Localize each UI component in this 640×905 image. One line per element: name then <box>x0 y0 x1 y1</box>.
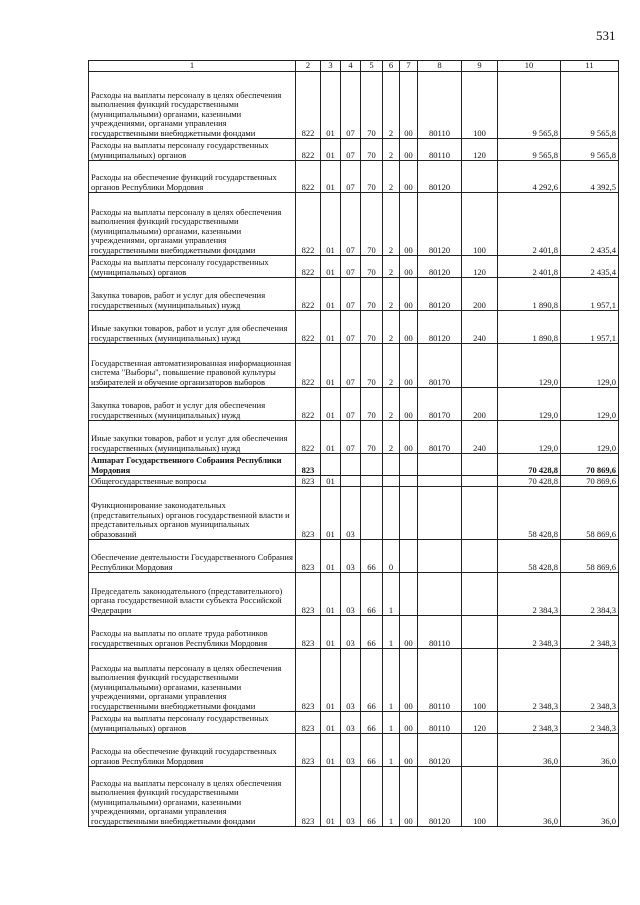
code-cell: 80170 <box>418 388 462 421</box>
code-cell: 00 <box>400 72 418 139</box>
code-cell: 01 <box>321 278 341 311</box>
code-cell <box>418 454 462 476</box>
code-cell: 07 <box>341 421 361 454</box>
code-cell <box>400 540 418 573</box>
amount-year-2: 58 869,6 <box>561 540 619 573</box>
code-cell: 0 <box>383 540 400 573</box>
code-cell <box>462 454 498 476</box>
row-description: Расходы на выплаты персоналу в целях обеспечения выполнения функций государственными (муниципальными) органами, казенными учреждениями, органами управления государственными внебюджетными фондами <box>89 193 296 256</box>
code-cell: 01 <box>321 72 341 139</box>
code-cell: 240 <box>462 421 498 454</box>
code-cell: 822 <box>296 344 321 388</box>
code-cell: 03 <box>341 573 361 616</box>
code-cell: 70 <box>361 278 383 311</box>
amount-year-2: 36,0 <box>561 734 619 767</box>
code-cell: 80110 <box>418 649 462 712</box>
amount-year-2: 2 348,3 <box>561 712 619 734</box>
amount-year-2: 2 435,4 <box>561 193 619 256</box>
amount-year-2: 70 869,6 <box>561 476 619 487</box>
code-cell: 1 <box>383 573 400 616</box>
column-header: 7 <box>400 61 418 72</box>
amount-year-1: 2 401,8 <box>498 256 561 278</box>
code-cell <box>462 476 498 487</box>
code-cell: 07 <box>341 139 361 161</box>
amount-year-1: 2 384,3 <box>498 573 561 616</box>
row-description: Председатель законодательного (представительного) органа государственной власти субъекта Российской Федерации <box>89 573 296 616</box>
code-cell <box>462 540 498 573</box>
code-cell: 70 <box>361 344 383 388</box>
row-description: Расходы на обеспечение функций государственных органов Республики Мордовия <box>89 734 296 767</box>
amount-year-2: 58 869,6 <box>561 487 619 540</box>
table-row <box>89 344 619 388</box>
code-cell: 823 <box>296 476 321 487</box>
row-description: Расходы на выплаты персоналу в целях обеспечения выполнения функций государственными (муниципальными) органами, казенными учреждениями, органами управления государственными внебюджетными фондами <box>89 767 296 827</box>
table-row <box>89 476 619 487</box>
code-cell: 2 <box>383 421 400 454</box>
column-header: 8 <box>418 61 462 72</box>
code-cell <box>400 454 418 476</box>
amount-year-2: 129,0 <box>561 388 619 421</box>
table-row <box>89 388 619 421</box>
column-header: 6 <box>383 61 400 72</box>
amount-year-1: 1 890,8 <box>498 278 561 311</box>
code-cell: 1 <box>383 649 400 712</box>
amount-year-1: 2 348,3 <box>498 712 561 734</box>
code-cell: 01 <box>321 540 341 573</box>
code-cell: 01 <box>321 734 341 767</box>
code-cell: 822 <box>296 278 321 311</box>
amount-year-1: 58 428,8 <box>498 540 561 573</box>
table-row <box>89 767 619 827</box>
code-cell: 00 <box>400 734 418 767</box>
table-row <box>89 454 619 476</box>
amount-year-2: 70 869,6 <box>561 454 619 476</box>
amount-year-2: 2 435,4 <box>561 256 619 278</box>
column-header: 4 <box>341 61 361 72</box>
amount-year-1: 1 890,8 <box>498 311 561 344</box>
row-description: Закупка товаров, работ и услуг для обеспечения государственных (муниципальных) нужд <box>89 388 296 421</box>
code-cell: 822 <box>296 139 321 161</box>
amount-year-2: 129,0 <box>561 344 619 388</box>
code-cell: 822 <box>296 72 321 139</box>
amount-year-2: 36,0 <box>561 767 619 827</box>
amount-year-2: 9 565,8 <box>561 139 619 161</box>
code-cell <box>462 734 498 767</box>
code-cell: 100 <box>462 72 498 139</box>
code-cell: 00 <box>400 767 418 827</box>
code-cell: 66 <box>361 734 383 767</box>
code-cell: 2 <box>383 139 400 161</box>
code-cell: 01 <box>321 616 341 649</box>
code-cell <box>462 487 498 540</box>
amount-year-2: 2 348,3 <box>561 616 619 649</box>
column-header: 1 <box>89 61 296 72</box>
table-row <box>89 573 619 616</box>
code-cell: 00 <box>400 278 418 311</box>
code-cell: 01 <box>321 256 341 278</box>
code-cell <box>418 540 462 573</box>
code-cell: 00 <box>400 388 418 421</box>
amount-year-1: 58 428,8 <box>498 487 561 540</box>
code-cell: 100 <box>462 649 498 712</box>
amount-year-1: 2 401,8 <box>498 193 561 256</box>
code-cell: 66 <box>361 573 383 616</box>
code-cell <box>383 454 400 476</box>
code-cell <box>383 487 400 540</box>
amount-year-1: 4 292,6 <box>498 161 561 193</box>
code-cell: 01 <box>321 476 341 487</box>
code-cell: 01 <box>321 344 341 388</box>
code-cell: 01 <box>321 311 341 344</box>
code-cell: 00 <box>400 649 418 712</box>
table-row <box>89 161 619 193</box>
code-cell: 823 <box>296 712 321 734</box>
code-cell: 2 <box>383 278 400 311</box>
code-cell: 100 <box>462 193 498 256</box>
code-cell: 70 <box>361 311 383 344</box>
row-description: Иные закупки товаров, работ и услуг для обеспечения государственных (муниципальных) нужд <box>89 421 296 454</box>
row-description: Обеспечение деятельности Государственного Собрания Республики Мордовия <box>89 540 296 573</box>
code-cell: 823 <box>296 487 321 540</box>
table-row <box>89 193 619 256</box>
code-cell: 66 <box>361 767 383 827</box>
code-cell: 80120 <box>418 256 462 278</box>
code-cell: 2 <box>383 193 400 256</box>
code-cell <box>321 454 341 476</box>
code-cell: 240 <box>462 311 498 344</box>
code-cell: 03 <box>341 734 361 767</box>
code-cell: 80120 <box>418 193 462 256</box>
column-header: 10 <box>498 61 561 72</box>
code-cell: 200 <box>462 278 498 311</box>
code-cell: 70 <box>361 256 383 278</box>
amount-year-1: 2 348,3 <box>498 616 561 649</box>
code-cell <box>361 454 383 476</box>
amount-year-2: 2 384,3 <box>561 573 619 616</box>
code-cell: 823 <box>296 649 321 712</box>
code-cell: 01 <box>321 649 341 712</box>
row-description: Функционирование законодательных (представительных) органов государственной власти и представительных органов муниципальных образований <box>89 487 296 540</box>
row-description: Аппарат Государственного Собрания Республики Мордовия <box>89 454 296 476</box>
code-cell: 822 <box>296 193 321 256</box>
code-cell: 80120 <box>418 311 462 344</box>
amount-year-1: 36,0 <box>498 734 561 767</box>
code-cell: 07 <box>341 388 361 421</box>
column-header: 3 <box>321 61 341 72</box>
code-cell: 823 <box>296 734 321 767</box>
amount-year-1: 9 565,8 <box>498 72 561 139</box>
code-cell: 823 <box>296 616 321 649</box>
code-cell: 00 <box>400 256 418 278</box>
code-cell: 00 <box>400 311 418 344</box>
code-cell <box>462 344 498 388</box>
code-cell: 80110 <box>418 712 462 734</box>
row-description: Иные закупки товаров, работ и услуг для обеспечения государственных (муниципальных) нужд <box>89 311 296 344</box>
amount-year-1: 2 348,3 <box>498 649 561 712</box>
code-cell: 70 <box>361 161 383 193</box>
amount-year-1: 70 428,8 <box>498 454 561 476</box>
code-cell <box>383 476 400 487</box>
code-cell: 03 <box>341 616 361 649</box>
code-cell: 823 <box>296 767 321 827</box>
code-cell: 66 <box>361 616 383 649</box>
code-cell: 80120 <box>418 767 462 827</box>
code-cell: 1 <box>383 616 400 649</box>
code-cell: 03 <box>341 540 361 573</box>
amount-year-1: 70 428,8 <box>498 476 561 487</box>
amount-year-2: 9 565,8 <box>561 72 619 139</box>
code-cell <box>418 476 462 487</box>
code-cell <box>462 573 498 616</box>
amount-year-2: 2 348,3 <box>561 649 619 712</box>
code-cell: 1 <box>383 767 400 827</box>
code-cell <box>400 476 418 487</box>
code-cell: 00 <box>400 193 418 256</box>
code-cell: 07 <box>341 72 361 139</box>
code-cell: 07 <box>341 278 361 311</box>
code-cell: 66 <box>361 649 383 712</box>
code-cell <box>400 487 418 540</box>
code-cell: 07 <box>341 311 361 344</box>
code-cell: 00 <box>400 344 418 388</box>
table-body <box>89 72 619 827</box>
code-cell: 00 <box>400 421 418 454</box>
code-cell: 822 <box>296 421 321 454</box>
row-description: Расходы на обеспечение функций государственных органов Республики Мордовия <box>89 161 296 193</box>
table-row <box>89 616 619 649</box>
table-row <box>89 72 619 139</box>
code-cell: 70 <box>361 72 383 139</box>
table-row <box>89 421 619 454</box>
code-cell: 01 <box>321 193 341 256</box>
amount-year-2: 129,0 <box>561 421 619 454</box>
code-cell: 823 <box>296 540 321 573</box>
code-cell <box>462 616 498 649</box>
code-cell: 80120 <box>418 278 462 311</box>
code-cell: 01 <box>321 712 341 734</box>
code-cell: 823 <box>296 573 321 616</box>
code-cell: 03 <box>341 649 361 712</box>
code-cell: 822 <box>296 256 321 278</box>
code-cell: 80170 <box>418 344 462 388</box>
code-cell: 70 <box>361 421 383 454</box>
code-cell: 01 <box>321 161 341 193</box>
column-header: 5 <box>361 61 383 72</box>
code-cell: 07 <box>341 256 361 278</box>
code-cell: 03 <box>341 767 361 827</box>
code-cell: 07 <box>341 193 361 256</box>
code-cell: 200 <box>462 388 498 421</box>
code-cell: 70 <box>361 139 383 161</box>
code-cell: 80110 <box>418 139 462 161</box>
code-cell: 00 <box>400 616 418 649</box>
table-row <box>89 540 619 573</box>
code-cell: 01 <box>321 487 341 540</box>
amount-year-2: 1 957,1 <box>561 278 619 311</box>
code-cell: 80110 <box>418 72 462 139</box>
code-cell: 2 <box>383 388 400 421</box>
code-cell: 2 <box>383 161 400 193</box>
table-row <box>89 649 619 712</box>
code-cell: 2 <box>383 344 400 388</box>
row-description: Расходы на выплаты персоналу государственных (муниципальных) органов <box>89 139 296 161</box>
amount-year-1: 9 565,8 <box>498 139 561 161</box>
table-row <box>89 712 619 734</box>
table-row <box>89 256 619 278</box>
table-row <box>89 734 619 767</box>
code-cell: 70 <box>361 193 383 256</box>
code-cell: 66 <box>361 540 383 573</box>
code-cell: 00 <box>400 712 418 734</box>
code-cell: 00 <box>400 161 418 193</box>
code-cell: 70 <box>361 388 383 421</box>
amount-year-2: 4 392,5 <box>561 161 619 193</box>
code-cell: 03 <box>341 712 361 734</box>
column-header: 11 <box>561 61 619 72</box>
table-row <box>89 139 619 161</box>
code-cell: 80120 <box>418 734 462 767</box>
code-cell <box>341 454 361 476</box>
column-header: 2 <box>296 61 321 72</box>
row-description: Закупка товаров, работ и услуг для обеспечения государственных (муниципальных) нужд <box>89 278 296 311</box>
row-description: Расходы на выплаты по оплате труда работников государственных органов Республики Мордовия <box>89 616 296 649</box>
code-cell: 120 <box>462 139 498 161</box>
code-cell: 80110 <box>418 616 462 649</box>
code-cell: 120 <box>462 712 498 734</box>
code-cell: 2 <box>383 311 400 344</box>
code-cell: 07 <box>341 344 361 388</box>
row-description: Государственная автоматизированная информационная система "Выборы", повышение правовой культуры избирателей и обучение организаторов выборов <box>89 344 296 388</box>
code-cell: 66 <box>361 712 383 734</box>
code-cell: 01 <box>321 388 341 421</box>
code-cell: 03 <box>341 487 361 540</box>
table-row <box>89 487 619 540</box>
code-cell <box>418 573 462 616</box>
code-cell: 1 <box>383 712 400 734</box>
code-cell: 80120 <box>418 161 462 193</box>
code-cell <box>462 161 498 193</box>
code-cell: 01 <box>321 573 341 616</box>
code-cell: 01 <box>321 139 341 161</box>
table-row <box>89 311 619 344</box>
code-cell <box>400 573 418 616</box>
code-cell: 1 <box>383 734 400 767</box>
code-cell: 2 <box>383 256 400 278</box>
code-cell <box>361 476 383 487</box>
code-cell: 00 <box>400 139 418 161</box>
code-cell: 07 <box>341 161 361 193</box>
page-number: 531 <box>596 28 616 43</box>
code-cell: 822 <box>296 161 321 193</box>
code-cell: 80170 <box>418 421 462 454</box>
header-row <box>89 61 619 72</box>
row-description: Расходы на выплаты персоналу в целях обеспечения выполнения функций государственными (муниципальными) органами, казенными учреждениями, органами управления государственными внебюджетными фондами <box>89 72 296 139</box>
row-description: Расходы на выплаты персоналу государственных (муниципальных) органов <box>89 712 296 734</box>
code-cell <box>341 476 361 487</box>
budget-table <box>88 60 619 827</box>
code-cell <box>361 487 383 540</box>
column-header: 9 <box>462 61 498 72</box>
code-cell: 822 <box>296 388 321 421</box>
amount-year-1: 129,0 <box>498 344 561 388</box>
amount-year-1: 129,0 <box>498 388 561 421</box>
code-cell: 01 <box>321 421 341 454</box>
code-cell: 823 <box>296 454 321 476</box>
amount-year-1: 36,0 <box>498 767 561 827</box>
amount-year-2: 1 957,1 <box>561 311 619 344</box>
code-cell: 120 <box>462 256 498 278</box>
code-cell: 01 <box>321 767 341 827</box>
row-description: Расходы на выплаты персоналу государственных (муниципальных) органов <box>89 256 296 278</box>
row-description: Общегосударственные вопросы <box>89 476 296 487</box>
code-cell <box>418 487 462 540</box>
amount-year-1: 129,0 <box>498 421 561 454</box>
row-description: Расходы на выплаты персоналу в целях обеспечения выполнения функций государственными (муниципальными) органами, казенными учреждениями, органами управления государственными внебюджетными фондами <box>89 649 296 712</box>
table-row <box>89 278 619 311</box>
code-cell: 100 <box>462 767 498 827</box>
code-cell: 822 <box>296 311 321 344</box>
code-cell: 2 <box>383 72 400 139</box>
